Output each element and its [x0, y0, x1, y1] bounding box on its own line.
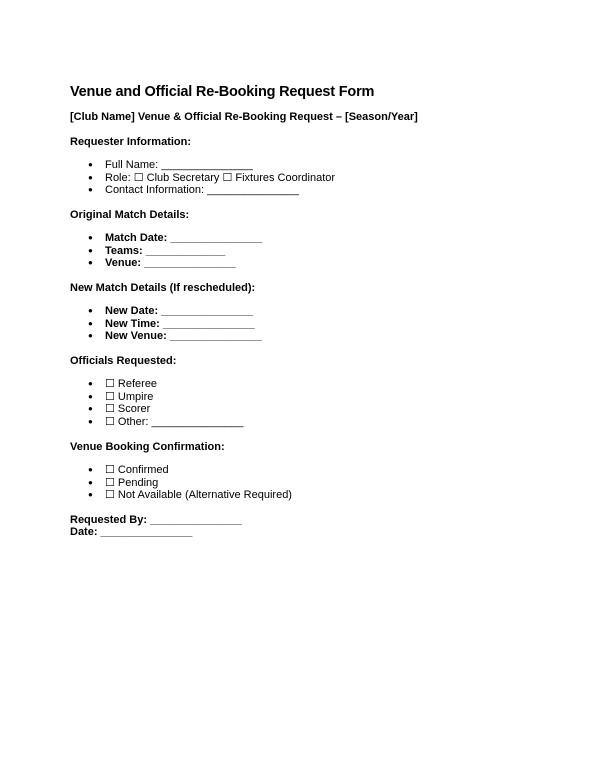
venue-confirmation-heading: Venue Booking Confirmation: [70, 441, 225, 453]
new-match-heading: New Match Details (If rescheduled): [70, 282, 256, 294]
match-date-field[interactable]: ● Match Date: _______________ [70, 232, 262, 245]
venue-field[interactable]: ● Venue: _______________ [70, 257, 262, 270]
requested-by-field[interactable]: Requested By: _______________ [70, 514, 242, 526]
full-name-field[interactable]: ● Full Name: _______________ [70, 159, 335, 172]
umpire-checkbox[interactable]: ● ☐ Umpire [70, 391, 243, 404]
pending-checkbox[interactable]: ● ☐ Pending [70, 477, 292, 490]
not-available-checkbox[interactable]: ● ☐ Not Available (Alternative Required) [70, 489, 292, 502]
new-time-field[interactable]: ● New Time: _______________ [70, 318, 262, 331]
date-field[interactable]: Date: _______________ [70, 526, 193, 538]
form-subtitle: [Club Name] Venue & Official Re-Booking Request – [Season/Year] [70, 111, 418, 123]
officials-heading: Officials Requested: [70, 355, 177, 367]
original-match-list [70, 232, 262, 270]
new-venue-field[interactable]: ● New Venue: _______________ [70, 330, 262, 343]
new-match-list [70, 305, 262, 343]
officials-list [70, 378, 243, 428]
original-match-heading: Original Match Details: [70, 209, 190, 221]
teams-field[interactable]: ● Teams: _____________ [70, 245, 262, 258]
referee-checkbox[interactable]: ● ☐ Referee [70, 378, 243, 391]
role-field[interactable]: ● Role: ☐ Club Secretary ☐ Fixtures Coordinator [70, 172, 335, 185]
other-official-field[interactable]: ● ☐ Other: _______________ [70, 416, 243, 429]
confirmed-checkbox[interactable]: ● ☐ Confirmed [70, 464, 292, 477]
requester-list [70, 159, 335, 197]
venue-confirmation-list [70, 464, 292, 502]
requester-heading: Requester Information: [70, 136, 192, 148]
scorer-checkbox[interactable]: ● ☐ Scorer [70, 403, 243, 416]
contact-info-field[interactable]: ● Contact Information: _______________ [70, 184, 335, 197]
form-title: Venue and Official Re-Booking Request Form [70, 84, 375, 100]
new-date-field[interactable]: ● New Date: _______________ [70, 305, 262, 318]
